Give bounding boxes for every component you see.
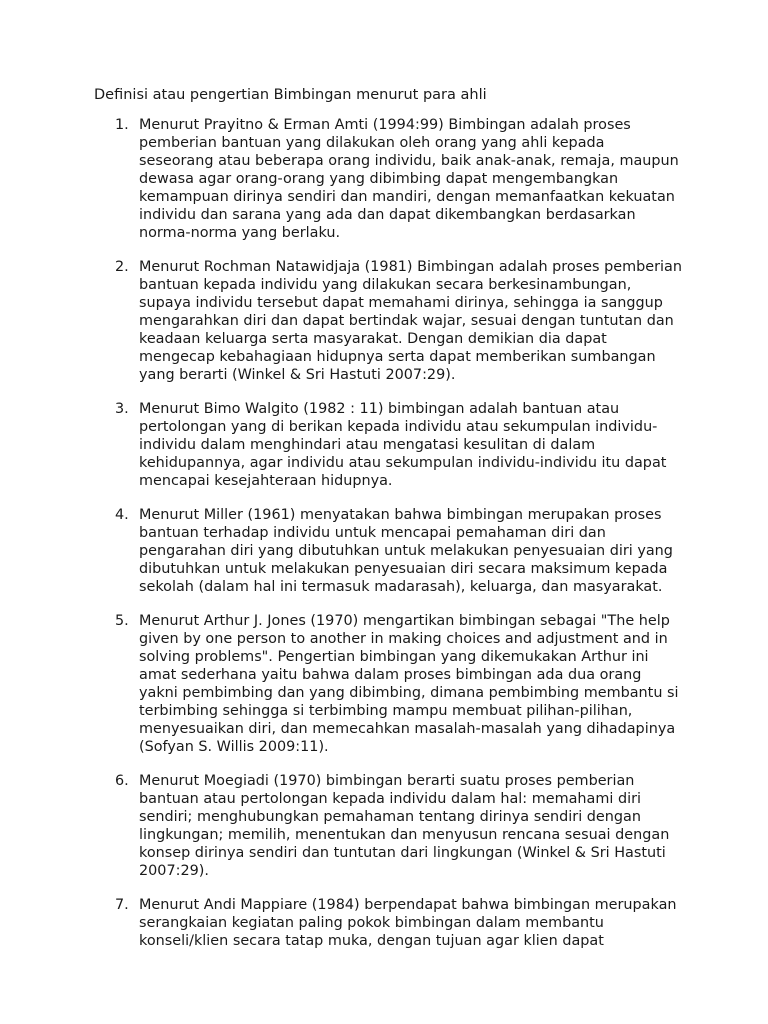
list-item bbox=[115, 506, 679, 596]
list-item-text-line: dibutuhkan untuk melakukan penyesuaian diri secara maksimum kepada bbox=[139, 561, 668, 577]
list-item-number: 7. bbox=[115, 897, 129, 913]
list-item-number: 3. bbox=[115, 401, 129, 417]
list-item-text-line: Menurut Prayitno & Erman Amti (1994:99) Bimbingan adalah proses bbox=[139, 117, 631, 133]
list-item bbox=[115, 772, 679, 880]
list-item-number: 6. bbox=[115, 773, 129, 789]
list-item-number: 2. bbox=[115, 259, 129, 275]
list-item-text-line: supaya individu tersebut dapat memahami dirinya, sehingga ia sanggup bbox=[139, 295, 663, 311]
list-item bbox=[115, 116, 679, 242]
list-item-text-line: Menurut Miller (1961) menyatakan bahwa bimbingan merupakan proses bbox=[139, 507, 662, 523]
list-item-text-line: mengarahkan diri dan dapat bertindak wajar, sesuai dengan tuntutan dan bbox=[139, 313, 674, 329]
list-item-text-line: dewasa agar orang-orang yang dibimbing dapat mengembangkan bbox=[139, 171, 619, 187]
list-item-text-line: keadaan keluarga serta masyarakat. Dengan demikian dia dapat bbox=[139, 331, 607, 347]
list-item bbox=[115, 612, 679, 756]
list-item-text-line: amat sederhana yaitu bahwa dalam proses bimbingan ada dua orang bbox=[139, 667, 642, 683]
list-item bbox=[115, 400, 679, 490]
list-item bbox=[115, 258, 682, 384]
list-item-text-line: Menurut Bimo Walgito (1982 : 11) bimbingan adalah bantuan atau bbox=[139, 401, 620, 417]
list-item-text-line: bantuan atau pertolongan kepada individu dalam hal: memahami diri bbox=[139, 791, 642, 807]
list-item-number: 4. bbox=[115, 507, 129, 523]
list-item-text-line: individu dan sarana yang ada dan dapat dikembangkan berdasarkan bbox=[139, 207, 636, 223]
list-item-text-line: bantuan terhadap individu untuk mencapai pemahaman diri dan bbox=[139, 525, 606, 541]
list-item-text-line: kehidupannya, agar individu atau sekumpulan individu-individu itu dapat bbox=[139, 455, 667, 471]
list-item-text-line: yang berarti (Winkel & Sri Hastuti 2007:29). bbox=[139, 367, 456, 383]
list-item-text-line: terbimbing sehingga si terbimbing mampu membuat pilihan-pilihan, bbox=[139, 703, 633, 719]
list-item-text-line: sekolah (dalam hal ini termasuk madarasah), keluarga, dan masyarakat. bbox=[139, 579, 663, 595]
list-item-text-line: individu dalam menghindari atau mengatasi kesulitan di dalam bbox=[139, 437, 596, 453]
document-title: Definisi atau pengertian Bimbingan menurut para ahli bbox=[94, 87, 487, 103]
list-item-number: 1. bbox=[115, 117, 129, 133]
list-item-text-line: given by one person to another in making choices and adjustment and in bbox=[139, 631, 668, 647]
list-item-text-line: menyesuaikan diri, dan memecahkan masalah-masalah yang dihadapinya bbox=[139, 721, 676, 737]
list-item-text-line: norma-norma yang berlaku. bbox=[139, 225, 341, 241]
list-item-text-line: bantuan kepada individu yang dilakukan secara berkesinambungan, bbox=[139, 277, 632, 293]
list-item-text-line: lingkungan; memilih, menentukan dan menyusun rencana sesuai dengan bbox=[139, 827, 670, 843]
list-item-text-line: seseorang atau beberapa orang individu, baik anak-anak, remaja, maupun bbox=[139, 153, 679, 169]
list-item-text-line: yakni pembimbing dan yang dibimbing, dimana pembimbing membantu si bbox=[139, 685, 679, 701]
list-item bbox=[115, 896, 679, 950]
list-item-text-line: solving problems". Pengertian bimbingan yang dikemukakan Arthur ini bbox=[139, 649, 649, 665]
list-item-text-line: Menurut Rochman Natawidjaja (1981) Bimbingan adalah proses pemberian bbox=[139, 259, 682, 275]
list-item-text-line: pertolongan yang di berikan kepada individu atau sekumpulan individu- bbox=[139, 419, 658, 435]
list-item-text-line: Menurut Andi Mappiare (1984) berpendapat bahwa bimbingan merupakan bbox=[139, 897, 677, 913]
list-item-text-line: Menurut Arthur J. Jones (1970) mengartikan bimbingan sebagai "The help bbox=[139, 613, 670, 629]
list-item-text-line: 2007:29). bbox=[139, 863, 209, 879]
list-item-text-line: serangkaian kegiatan paling pokok bimbingan dalam membantu bbox=[139, 915, 604, 931]
list-item-text-line: pemberian bantuan yang dilakukan oleh orang yang ahli kepada bbox=[139, 135, 605, 151]
list-item-number: 5. bbox=[115, 613, 129, 629]
list-item-text-line: mencapai kesejahteraan hidupnya. bbox=[139, 473, 393, 489]
list-item-text-line: konseli/klien secara tatap muka, dengan tujuan agar klien dapat bbox=[139, 933, 604, 949]
list-item-text-line: sendiri; menghubungkan pemahaman tentang dirinya sendiri dengan bbox=[139, 809, 641, 825]
list-item-text-line: (Sofyan S. Willis 2009:11). bbox=[139, 739, 329, 755]
list-item-text-line: mengecap kebahagiaan hidupnya serta dapat memberikan sumbangan bbox=[139, 349, 656, 365]
list-item-text-line: Menurut Moegiadi (1970) bimbingan berarti suatu proses pemberian bbox=[139, 773, 635, 789]
list-item-text-line: konsep dirinya sendiri dan tuntutan dari lingkungan (Winkel & Sri Hastuti bbox=[139, 845, 666, 861]
definition-list bbox=[115, 116, 682, 966]
list-item-text-line: pengarahan diri yang dibutuhkan untuk melakukan penyesuaian diri yang bbox=[139, 543, 673, 559]
list-item-text-line: kemampuan dirinya sendiri dan mandiri, dengan memanfaatkan kekuatan bbox=[139, 189, 675, 205]
